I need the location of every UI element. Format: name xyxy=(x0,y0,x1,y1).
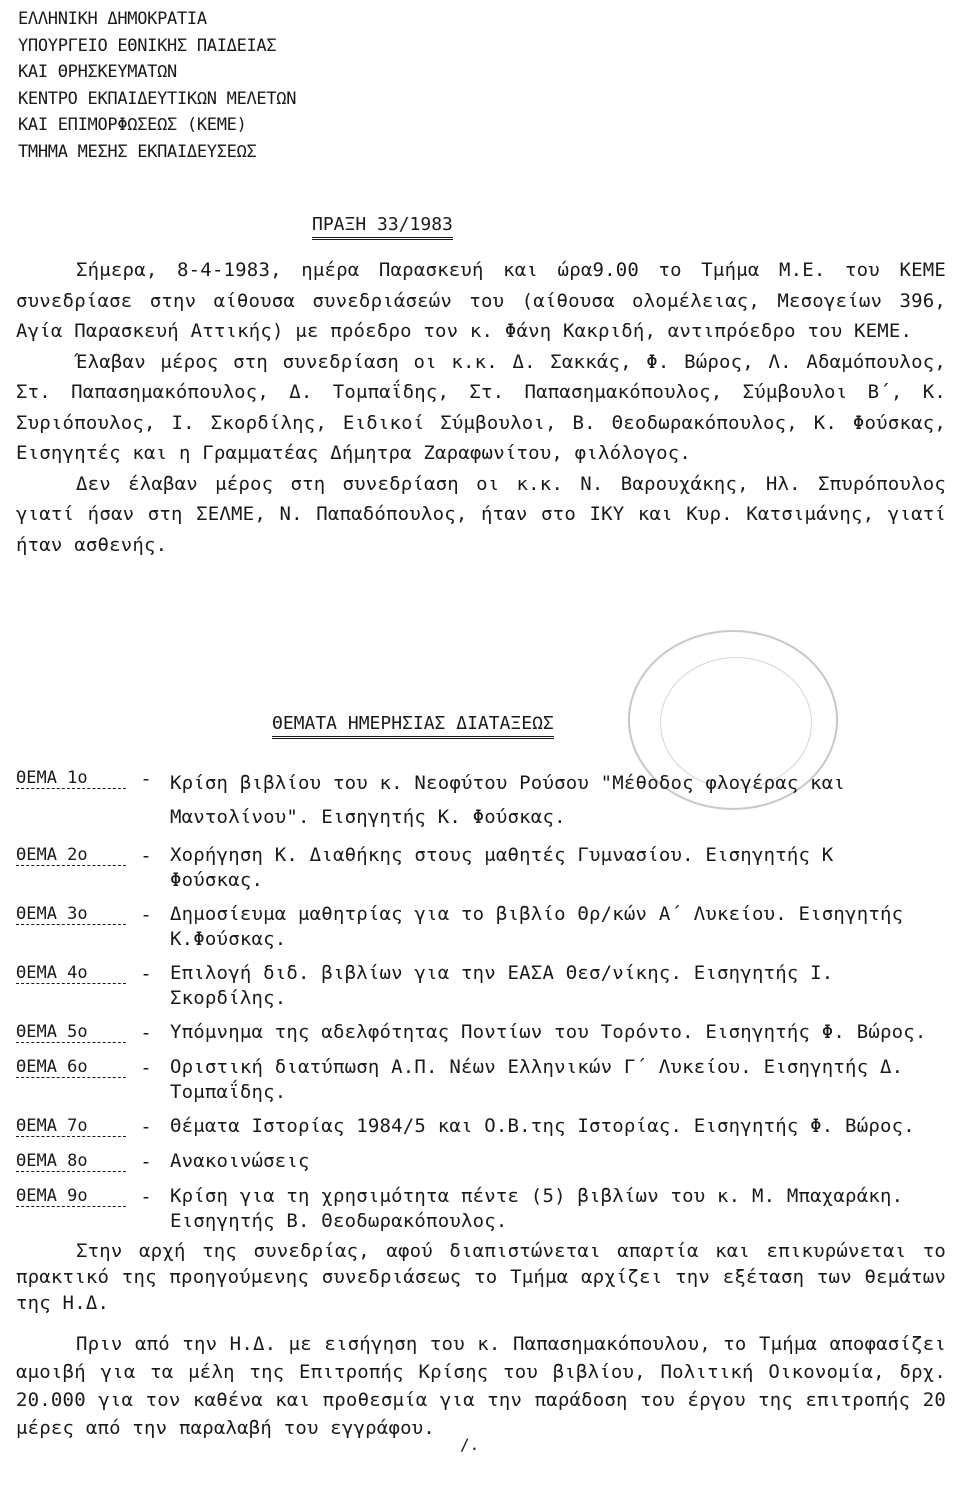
agenda-item xyxy=(16,1114,936,1140)
agenda-item-dash: - xyxy=(140,1151,152,1173)
closing-section-2 xyxy=(16,1330,946,1442)
agenda-item-dash: - xyxy=(140,1116,152,1138)
agenda-item xyxy=(16,843,936,893)
agenda-item-text: Κρίση βιβλίου του κ. Νεοφύτου Ρούσου "Μέθοδος φλογέρας και Μαντολίνου". Εισηγητής Κ. Φούσκας. xyxy=(170,772,846,828)
header-line: ΥΠΟΥΡΓΕΙΟ ΕΘΝΙΚΗΣ ΠΑΙΔΕΙΑΣ xyxy=(18,35,277,56)
closing-paragraph-fee: Πριν από την Η.Δ. με εισήγηση του κ. Παπασημακόπουλου, το Τμήμα αποφασίζει αμοιβή για τα μέλη της Επιτροπής Κρίσης του βιβλίου, Πολιτική Οικονομία, δρχ. 20.000 για τον καθένα και προθεσμία για την παράδοση του έργου της επιτροπής 20 μέρες από την παραλαβή του εγγράφου. xyxy=(16,1333,946,1439)
agenda-heading-text: ΘΕΜΑΤΑ ΗΜΕΡΗΣΙΑΣ ΔΙΑΤΑΞΕΩΣ xyxy=(272,713,554,739)
intro-paragraph-date: Σήμερα, 8-4-1983, ημέρα Παρασκευή και ώρα9.00 το Τμήμα Μ.Ε. του ΚΕΜΕ συνεδρίασε στην αίθουσα συνεδριάσεών του (αίθουσα ολομέλειας, Μεσογείων 396, Αγία Παρασκευή Αττικής) με πρόεδρο τον κ. Φάνη Κακριδή, αντιπρόεδρο του ΚΕΜΕ. xyxy=(16,259,946,342)
agenda-heading xyxy=(272,713,554,739)
agenda-item-dash: - xyxy=(140,768,152,790)
agenda-item-text: Θέματα Ιστορίας 1984/5 και Ο.Β.της Ιστορίας. Εισηγητής Φ. Βώρος. xyxy=(170,1115,915,1137)
agenda-item xyxy=(16,1055,936,1105)
agenda-item-label: ΘΕΜΑ 9ο xyxy=(16,1184,126,1207)
header-line: ΕΛΛΗΝΙΚΗ ΔΗΜΟΚΡΑΤΙΑ xyxy=(18,9,207,29)
agenda-item-text: Χορήγηση Κ. Διαθήκης στους μαθητές Γυμνασίου. Εισηγητής Κ Φούσκας. xyxy=(170,844,834,891)
agenda-item-text: Κρίση για τη χρησιμότητα πέντε (5) βιβλίων του κ. Μ. Μπαχαράκη. Εισηγητής Β. Θεοδωρακόπουλος. xyxy=(170,1185,904,1232)
document-header xyxy=(18,6,296,166)
agenda-item-dash: - xyxy=(140,845,152,867)
closing-section-1 xyxy=(16,1238,946,1316)
agenda-item-dash: - xyxy=(140,1057,152,1079)
agenda-item-dash: - xyxy=(140,1186,152,1208)
agenda-item-text: Ανακοινώσεις xyxy=(170,1150,310,1172)
agenda-item-label: ΘΕΜΑ 4ο xyxy=(16,961,126,984)
agenda-item-text: Δημοσίευμα μαθητρίας για το βιβλίο Θρ/κών Α΄ Λυκείου. Εισηγητής Κ.Φούσκας. xyxy=(170,903,904,950)
closing-paragraph-quorum: Στην αρχή της συνεδρίας, αφού διαπιστώνεται απαρτία και επικυρώνεται το πρακτικό της προηγούμενης συνεδριάσεως το Τμήμα αρχίζει την εξέταση των θεμάτων της Η.Δ. xyxy=(16,1240,946,1314)
agenda-item-label: ΘΕΜΑ 3ο xyxy=(16,902,126,925)
agenda-item-dash: - xyxy=(140,1022,152,1044)
agenda-item xyxy=(16,1184,936,1234)
agenda-item-text: Επιλογή διδ. βιβλίων για την ΕΑΣΑ Θεσ/νίκης. Εισηγητής Ι. Σκορδίλης. xyxy=(170,962,834,1009)
intro-paragraph-attendees: Έλαβαν μέρος στη συνεδρίαση οι κ.κ. Δ. Σακκάς, Φ. Βώρος, Λ. Αδαμόπουλος, Στ. Παπασημακόπουλος, Δ. Τομπαΐδης, Στ. Παπασημακόπουλος, Σύμβουλοι Β΄, Κ. Συριόπουλος, Ι. Σκορδίλης, Ειδικοί Σύμβουλοι, Β. Θεοδωρακόπουλος, Κ. Φούσκας, Εισηγητές και η Γραμματέας Δήμητρα Ζαραφωνίτου, φιλόλογος. xyxy=(16,350,946,464)
agenda-item-dash: - xyxy=(140,963,152,985)
agenda-item xyxy=(16,766,936,834)
intro-paragraph-absentees: Δεν έλαβαν μέρος στη συνεδρίαση οι κ.κ. Ν. Βαρουχάκης, Ηλ. Σπυρόπουλος γιατί ήσαν στη ΣΕΛΜΕ, Ν. Παπαδόπουλος, ήταν στο ΙΚΥ και Κυρ. Κατσιμάνης, γιατί ήταν ασθενής. xyxy=(16,472,946,556)
agenda-item xyxy=(16,961,936,1011)
agenda-item xyxy=(16,1020,936,1046)
document-title xyxy=(312,214,453,240)
agenda-item-text: Οριστική διατύπωση Α.Π. Νέων Ελληνικών Γ΄ Λυκείου. Εισηγητής Δ. Τομπαΐδης. xyxy=(170,1056,904,1103)
agenda-item-dash: - xyxy=(140,904,152,926)
header-line: ΚΑΙ ΕΠΙΜΟΡΦΩΣΕΩΣ (ΚΕΜΕ) xyxy=(18,115,247,136)
intro-section xyxy=(16,255,946,560)
agenda-list xyxy=(16,766,936,1243)
agenda-item-label: ΘΕΜΑ 1ο xyxy=(16,766,126,789)
agenda-item-label: ΘΕΜΑ 2ο xyxy=(16,843,126,866)
header-line: ΚΑΙ ΘΡΗΣΚΕΥΜΑΤΩΝ xyxy=(18,62,177,83)
title-text: ΠΡΑΞΗ 33/1983 xyxy=(312,214,453,240)
agenda-item xyxy=(16,1149,936,1175)
agenda-item-label: ΘΕΜΑ 6ο xyxy=(16,1055,126,1078)
page-continuation-mark: /. xyxy=(460,1435,480,1454)
agenda-item-label: ΘΕΜΑ 8ο xyxy=(16,1149,126,1172)
agenda-item-label: ΘΕΜΑ 5ο xyxy=(16,1020,126,1043)
header-line: ΚΕΝΤΡΟ ΕΚΠΑΙΔΕΥΤΙΚΩΝ ΜΕΛΕΤΩΝ xyxy=(18,88,297,109)
agenda-item xyxy=(16,902,936,952)
agenda-item-text: Υπόμνημα της αδελφότητας Ποντίων του Τορόντο. Εισηγητής Φ. Βώρος. xyxy=(170,1021,927,1043)
agenda-item-label: ΘΕΜΑ 7ο xyxy=(16,1114,126,1137)
header-line: ΤΜΗΜΑ ΜΕΣΗΣ ΕΚΠΑΙΔΕΥΣΕΩΣ xyxy=(18,141,257,162)
